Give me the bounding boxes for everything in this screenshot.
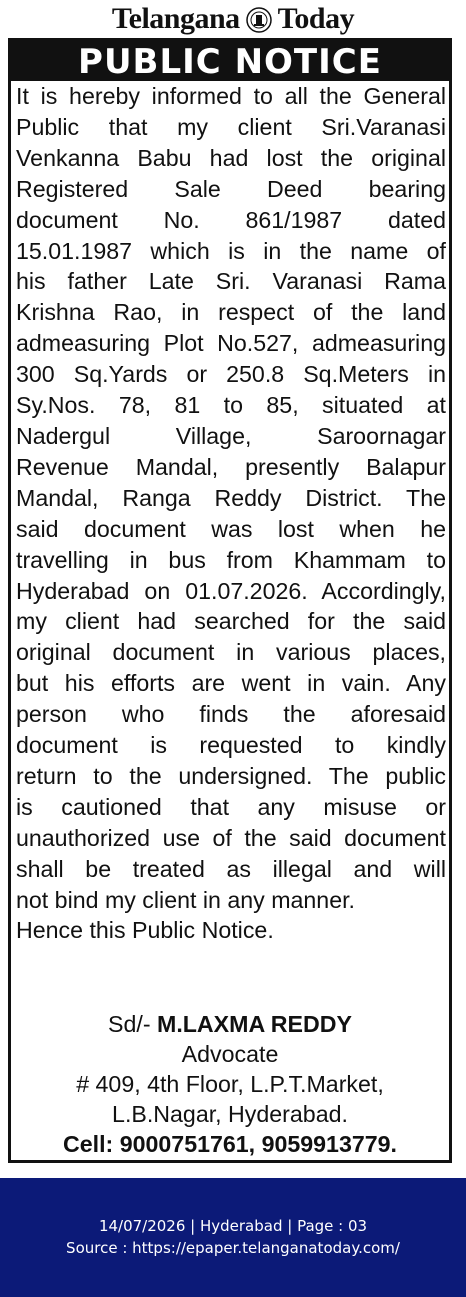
- notice-body-line: Nadergul Village, Saroornagar: [16, 422, 446, 449]
- masthead-right-word: Today: [277, 2, 355, 35]
- cell-numbers: Cell: 9000751761, 9059913779.: [63, 1131, 397, 1157]
- notice-body-line: Mandal, Ranga Reddy District. The: [16, 484, 446, 511]
- notice-body-line: is cautioned that any misuse or: [16, 793, 446, 820]
- notice-body-line: Hyderabad on 01.07.2026. Accordingly,: [16, 577, 446, 604]
- masthead-left-word: Telangana: [111, 2, 240, 35]
- notice-body: [16, 81, 446, 946]
- footer-date-page: 14/07/2026 | Hyderabad | Page : 03: [98, 1217, 368, 1235]
- address-line-1: # 409, 4th Floor, L.P.T.Market,: [76, 1071, 384, 1097]
- notice-body-line: shall be treated as illegal and will: [16, 855, 446, 882]
- address-line-2: L.B.Nagar, Hyderabad.: [112, 1101, 348, 1127]
- notice-body-line: return to the undersigned. The public: [16, 762, 446, 789]
- notice-body-line: Venkanna Babu had lost the original: [16, 144, 446, 171]
- notice-body-line: his father Late Sri. Varanasi Rama: [16, 268, 446, 295]
- sd-prefix: Sd/-: [108, 1011, 151, 1037]
- notice-body-line: unauthorized use of the said document: [16, 824, 446, 851]
- notice-body-line: person who finds the aforesaid: [16, 701, 446, 728]
- notice-body-line: 15.01.1987 which is in the name of: [16, 237, 446, 264]
- notice-body-line: document No. 861/1987 dated: [16, 206, 446, 233]
- notice-body-line: Sy.Nos. 78, 81 to 85, situated at: [16, 392, 446, 419]
- notice-body-line: Krishna Rao, in respect of the land: [16, 299, 446, 326]
- notice-body-line: original document in various places,: [16, 639, 446, 666]
- notice-body-line: document is requested to kindly: [16, 732, 446, 759]
- telangana-emblem-icon: [246, 7, 272, 33]
- notice-body-line: travelling in bus from Khammam to: [16, 546, 446, 573]
- notice-body-line: not bind my client in any manner.: [16, 886, 355, 913]
- notice-body-line: It is hereby informed to all the General: [16, 83, 446, 109]
- advocate-name: M.LAXMA REDDY: [157, 1011, 352, 1037]
- notice-body-line: my client had searched for the said: [16, 608, 446, 635]
- notice-body-line: but his efforts are went in vain. Any: [16, 670, 446, 697]
- masthead: [0, 0, 466, 38]
- public-notice-box: [8, 38, 452, 1163]
- notice-body-line: Registered Sale Deed bearing: [16, 175, 446, 202]
- notice-body-line: said document was lost when he: [16, 515, 446, 542]
- signature-line: [11, 1009, 449, 1039]
- notice-body-line: Hence this Public Notice.: [16, 917, 274, 944]
- notice-heading: PUBLIC NOTICE: [11, 41, 449, 81]
- notice-body-line: Public that my client Sri.Varanasi: [16, 113, 446, 140]
- advocate-role: Advocate: [181, 1041, 279, 1067]
- notice-body-line: 300 Sq.Yards or 250.8 Sq.Meters in: [16, 361, 446, 388]
- signature-block: [11, 1009, 449, 1159]
- notice-body-line: Revenue Mandal, presently Balapur: [16, 453, 446, 480]
- epaper-footer: [0, 1178, 466, 1297]
- notice-body-line: admeasuring Plot No.527, admeasuring: [16, 330, 446, 357]
- footer-source-link[interactable]: Source : https://epaper.telanganatoday.com/: [66, 1239, 400, 1257]
